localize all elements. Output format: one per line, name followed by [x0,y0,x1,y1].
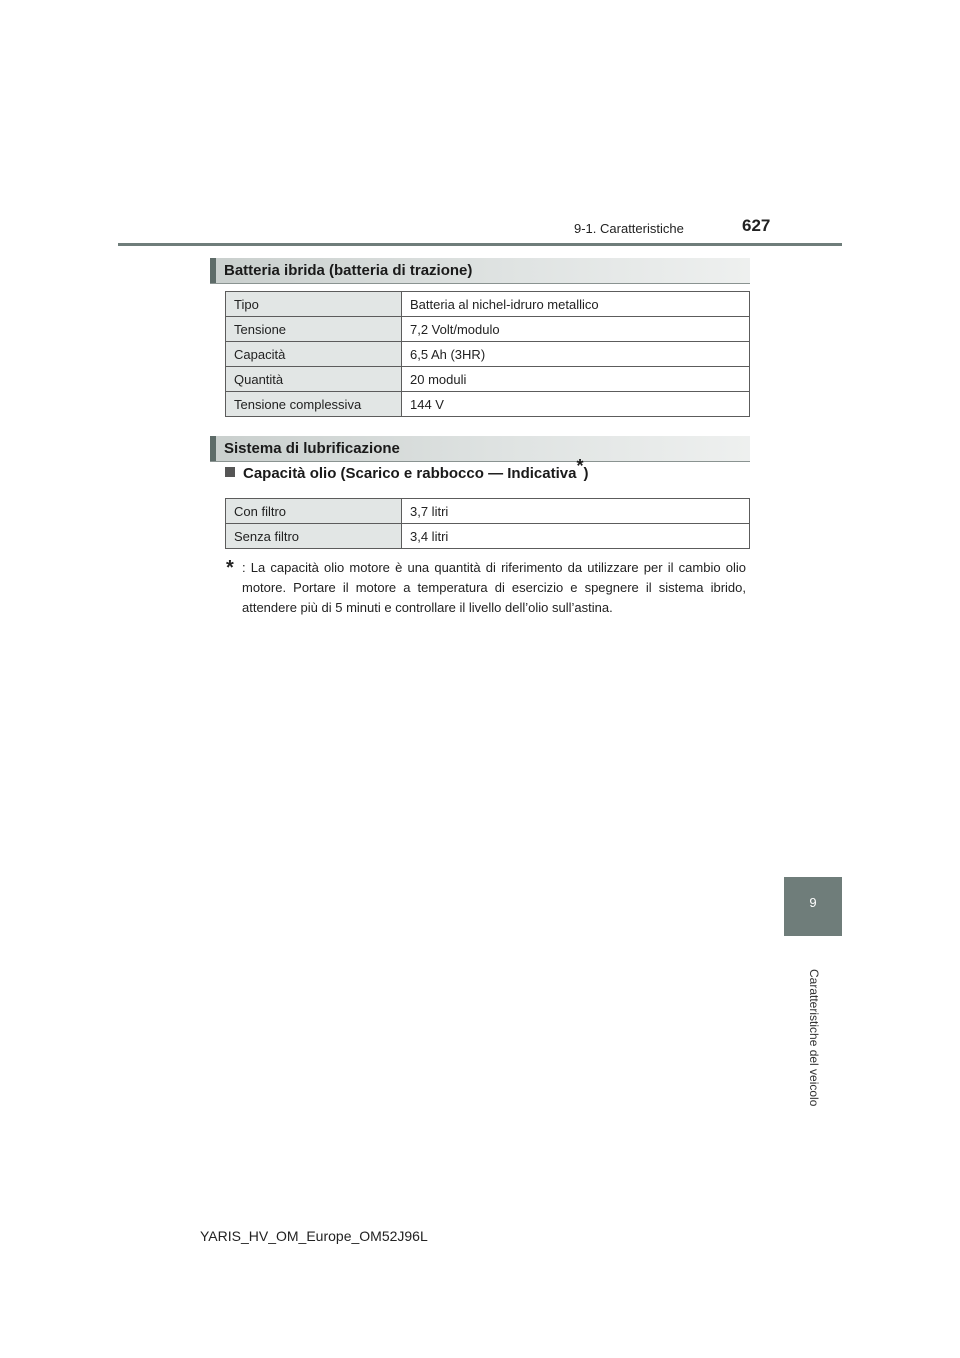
battery-row-label: Tipo [226,292,402,317]
oil-row-value: 3,7 litri [402,499,750,524]
section-heading-bar [210,436,216,461]
oil-row-label: Con filtro [226,499,402,524]
battery-row-label: Tensione complessiva [226,392,402,417]
section-heading-bar [210,258,216,283]
battery-row-value: 7,2 Volt/modulo [402,317,750,342]
battery-row-value: 20 moduli [402,367,750,392]
page-number: 627 [742,216,771,235]
battery-spec-table [225,291,750,417]
section-heading-battery [210,258,750,284]
document-code: YARIS_HV_OM_Europe_OM52J96L [200,1228,428,1244]
oil-row-value: 3,4 litri [402,524,750,549]
battery-row-value: 144 V [402,392,750,417]
section-heading-lubrication-text: Sistema di lubrificazione [224,440,400,457]
table-row [226,392,750,417]
section-heading-lubrication [210,436,750,462]
battery-row-label: Quantità [226,367,402,392]
footnote-marker: * [576,456,584,476]
oil-capacity-subheading-text: Capacità olio (Scarico e rabbocco — Indicativa [243,465,577,482]
battery-row-label: Tensione [226,317,402,342]
table-row [226,367,750,392]
bullet-square-icon [225,467,235,477]
footnote-text: : La capacità olio motore è una quantità di riferimento da utilizzare per il cambio olio motore. Portare il motore a temperatura di esercizio e spegnere il sistema ibrido, attendere più di 5 minuti e controllare il livello dell’olio sull’astina. [242,560,746,615]
chapter-tab [784,877,842,936]
table-row [226,524,750,549]
oil-capacity-footnote [226,558,746,618]
header-divider [118,243,842,246]
section-heading-battery-text: Batteria ibrida (batteria di trazione) [224,262,473,279]
table-row [226,317,750,342]
table-row [226,292,750,317]
table-row [226,342,750,367]
oil-row-label: Senza filtro [226,524,402,549]
oil-capacity-subheading-close: ) [583,465,589,482]
header-section-title: 9-1. Caratteristiche [574,221,684,236]
battery-row-value: Batteria al nichel-idruro metallico [402,292,750,317]
oil-capacity-table [225,498,750,549]
footnote-star: * [226,557,234,579]
chapter-number: 9 [809,895,817,910]
chapter-label: Caratteristiche del veicolo [807,969,821,1107]
battery-row-value: 6,5 Ah (3HR) [402,342,750,367]
table-row [226,499,750,524]
oil-capacity-subheading [225,456,589,482]
battery-row-label: Capacità [226,342,402,367]
